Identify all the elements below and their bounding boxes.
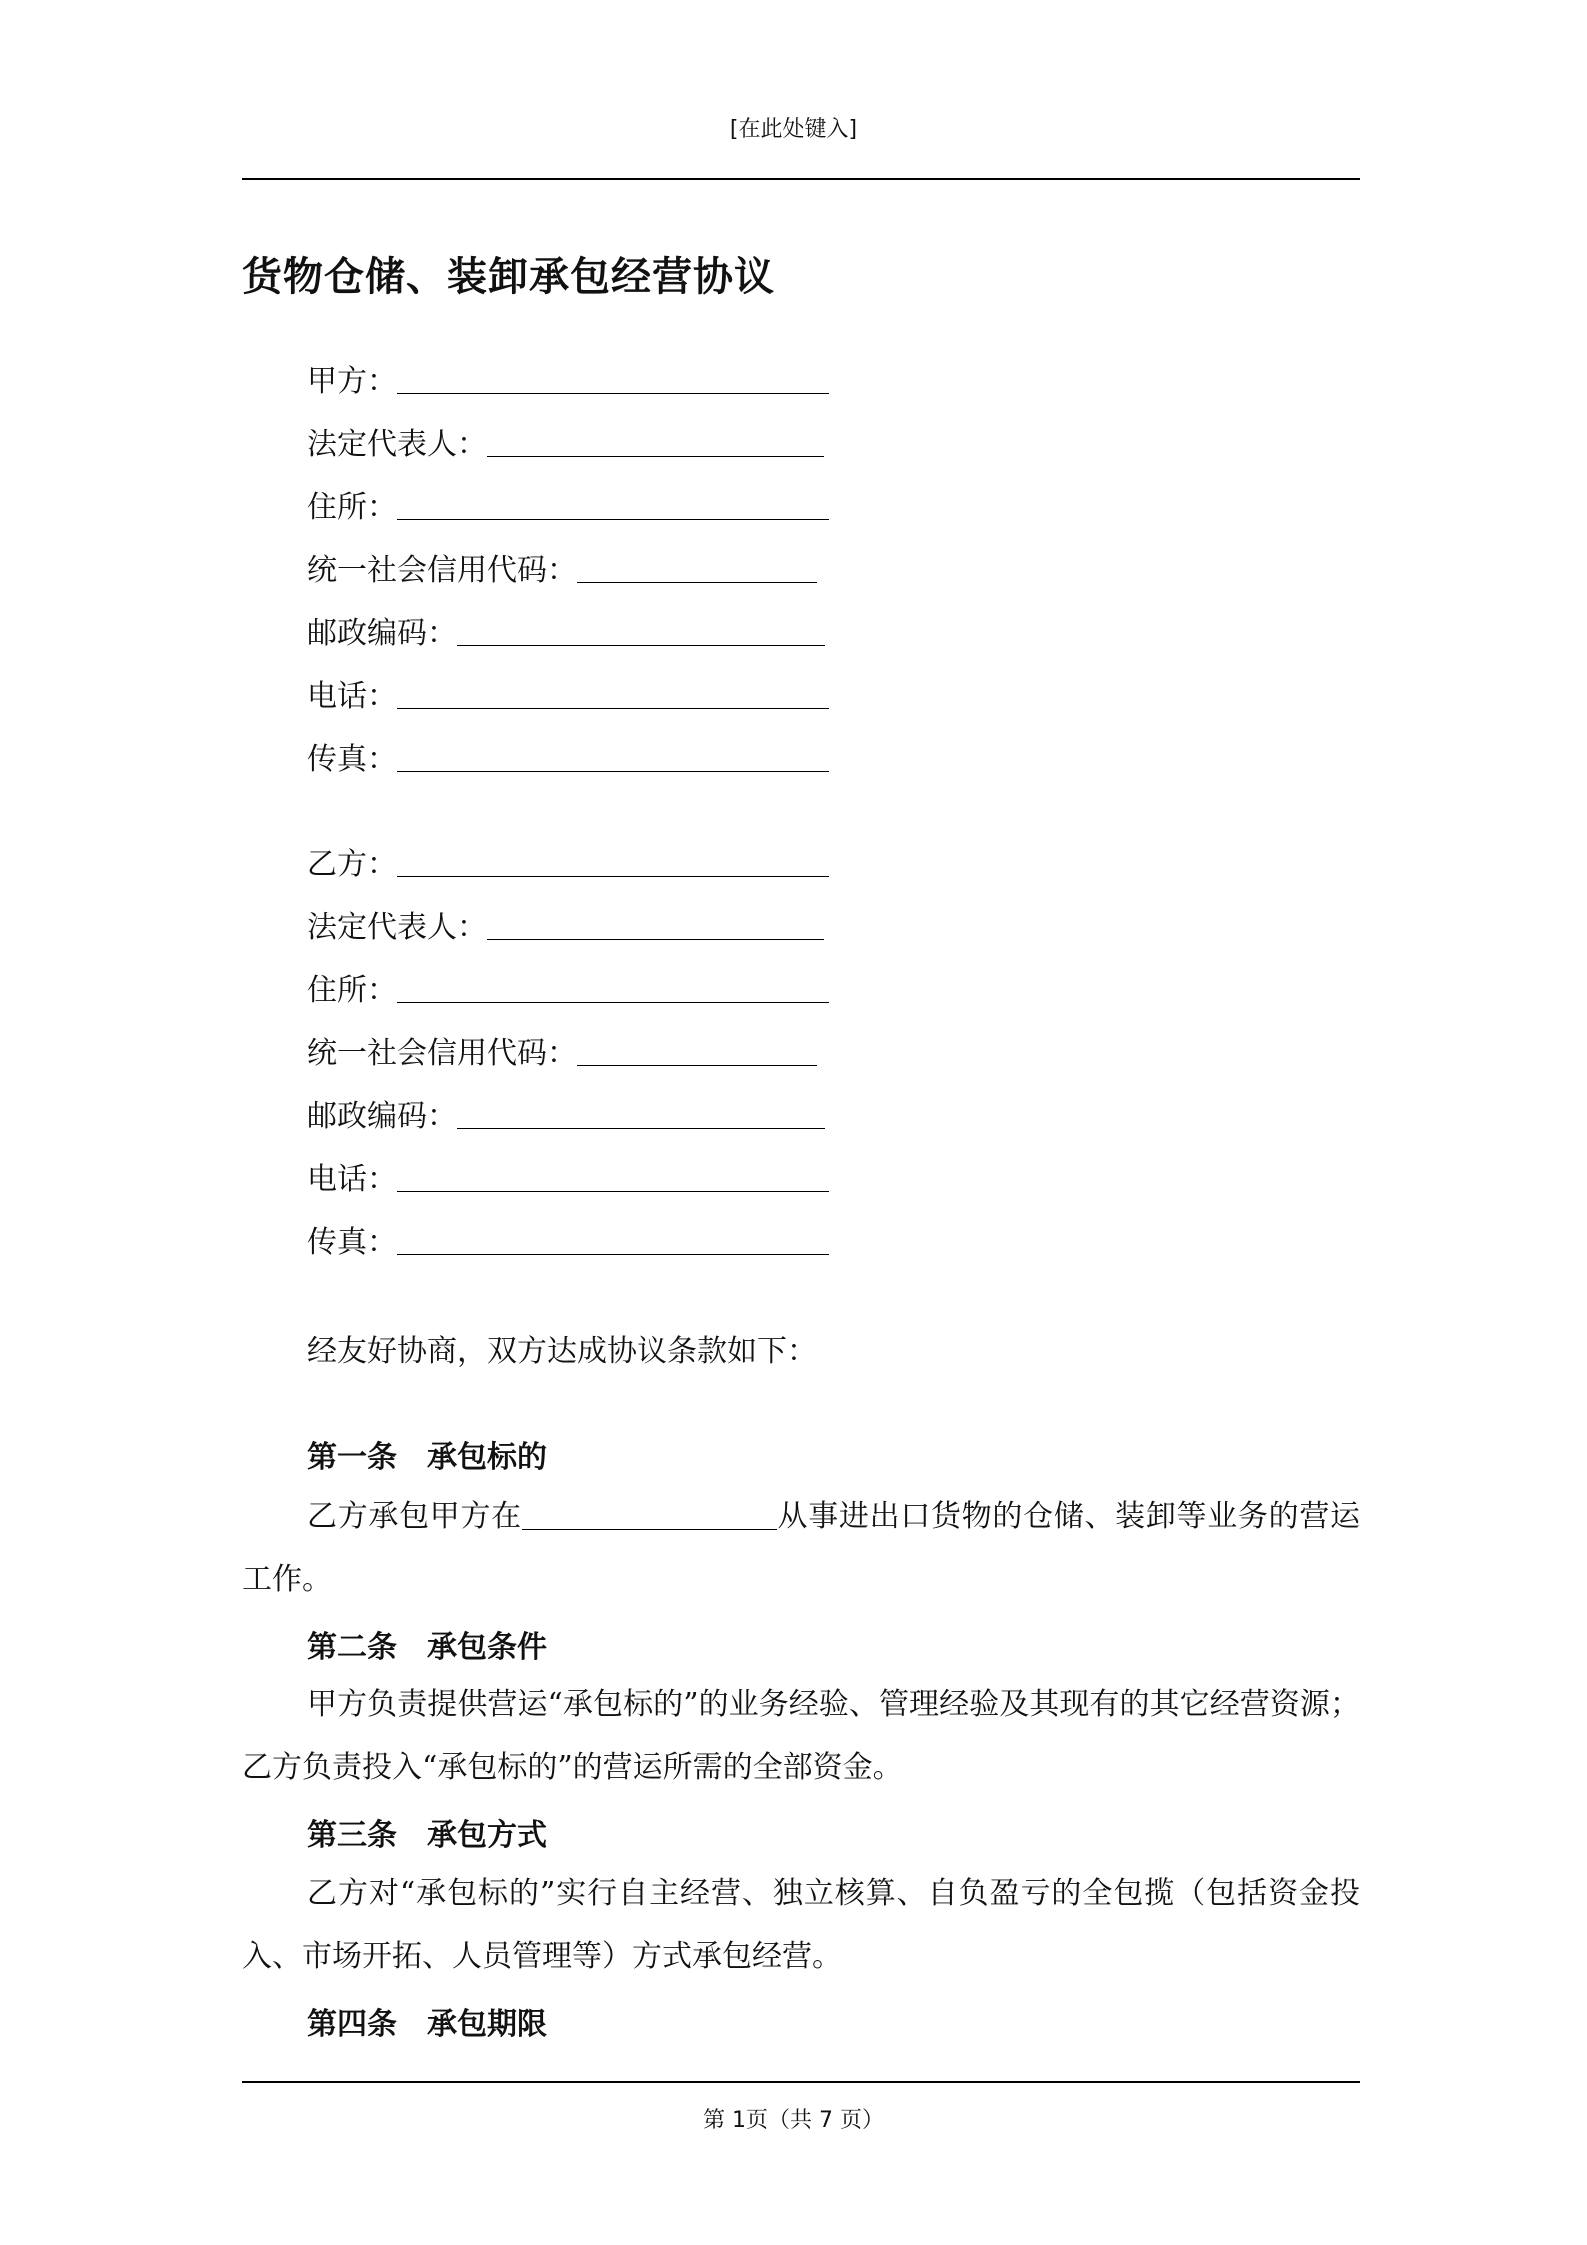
- document-title: 货物仓储、装卸承包经营协议: [242, 253, 775, 300]
- party-a-credit-code-field: [307, 549, 817, 589]
- field-label: 法定代表人：: [307, 910, 487, 945]
- blank-line[interactable]: [577, 1065, 817, 1066]
- clause-1-text-after: 从事进出口货物的仓储、装卸等业务的营运工作。: [242, 1499, 1361, 1597]
- clause-3-text: 乙方对“承包标的”实行自主经营、独立核算、自负盈亏的全包揽（包括资金投入、市场开拓、人员管理等）方式承包经营。: [242, 1876, 1360, 1974]
- intro-paragraph: 经友好协商，双方达成协议条款如下：: [307, 1334, 817, 1369]
- field-label: 甲方：: [307, 364, 397, 399]
- blank-line[interactable]: [397, 708, 829, 709]
- party-b-credit-code-field: [307, 1032, 817, 1072]
- location-blank[interactable]: [522, 1499, 777, 1530]
- party-a-postcode-field: [307, 612, 825, 652]
- field-label: 法定代表人：: [307, 427, 487, 462]
- blank-line[interactable]: [397, 393, 829, 394]
- blank-line[interactable]: [487, 939, 824, 940]
- field-label: 住所：: [307, 490, 397, 525]
- page-header: [在此处键入]: [729, 117, 858, 142]
- clause-1-text: [242, 1485, 1360, 1611]
- field-label: 统一社会信用代码：: [307, 1036, 577, 1071]
- party-a-legal-rep-field: [307, 423, 824, 463]
- party-a-fax-field: [307, 738, 829, 778]
- field-label: 统一社会信用代码：: [307, 553, 577, 588]
- field-label: 传真：: [307, 742, 397, 777]
- field-label: 乙方：: [307, 847, 397, 882]
- party-b-address-field: [307, 969, 829, 1009]
- blank-line[interactable]: [457, 1128, 825, 1129]
- party-b-phone-field: [307, 1158, 829, 1198]
- party-a-phone-field: [307, 675, 829, 715]
- blank-line[interactable]: [457, 645, 825, 646]
- clause-1-text-before: 乙方承包甲方在: [307, 1499, 522, 1534]
- footer-divider: [242, 2081, 1360, 2083]
- field-label: 邮政编码：: [307, 1099, 457, 1134]
- blank-line[interactable]: [397, 519, 829, 520]
- clause-2-text: 甲方负责提供营运“承包标的”的业务经验、管理经验及其现有的其它经营资源；乙方负责投入“承包标的”的营运所需的全部资金。: [242, 1687, 1360, 1785]
- blank-line[interactable]: [397, 1191, 829, 1192]
- blank-line[interactable]: [397, 1002, 829, 1003]
- field-label: 电话：: [307, 1162, 397, 1197]
- party-b-name-field: [307, 843, 829, 883]
- party-a-name-field: [307, 360, 829, 400]
- party-b-legal-rep-field: [307, 906, 824, 946]
- blank-line[interactable]: [397, 771, 829, 772]
- party-b-postcode-field: [307, 1095, 825, 1135]
- party-a-address-field: [307, 486, 829, 526]
- clause-4-heading: 第四条 承包期限: [307, 2007, 547, 2042]
- field-label: 住所：: [307, 973, 397, 1008]
- clause-3-heading: 第三条 承包方式: [307, 1818, 547, 1853]
- field-label: 传真：: [307, 1225, 397, 1260]
- blank-line[interactable]: [397, 876, 829, 877]
- clause-2-heading: 第二条 承包条件: [307, 1630, 547, 1665]
- clause-1-heading: 第一条 承包标的: [307, 1440, 547, 1475]
- page-number: 第 1页（共 7 页）: [703, 2108, 884, 2133]
- field-label: 电话：: [307, 679, 397, 714]
- field-label: 邮政编码：: [307, 616, 457, 651]
- blank-line[interactable]: [487, 456, 824, 457]
- blank-line[interactable]: [397, 1254, 829, 1255]
- blank-line[interactable]: [577, 582, 817, 583]
- header-divider: [242, 178, 1360, 180]
- party-b-fax-field: [307, 1221, 829, 1261]
